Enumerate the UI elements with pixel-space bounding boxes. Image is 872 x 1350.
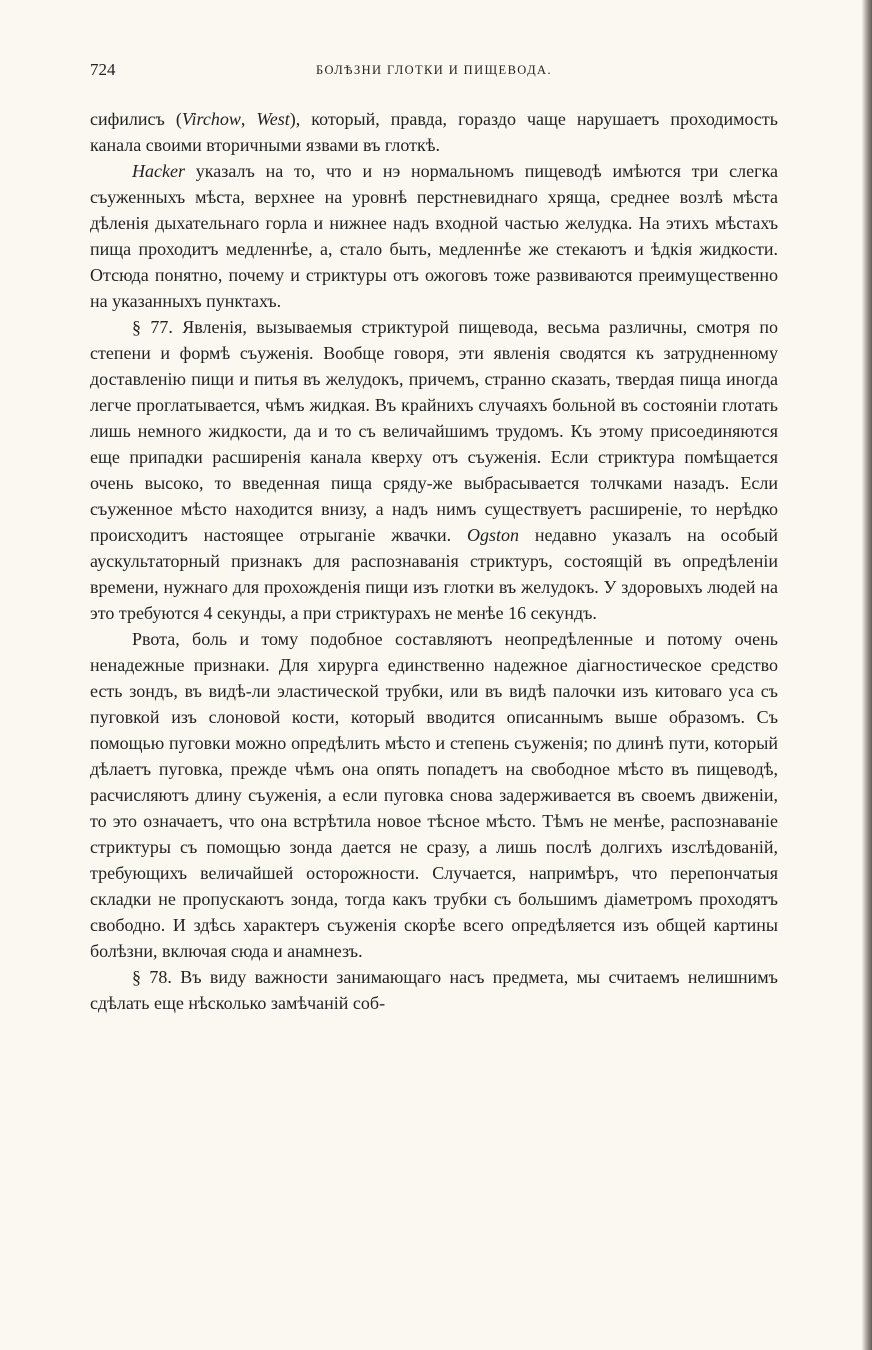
paragraph-section-78	[90, 964, 778, 1016]
text-span: недавно указалъ на особый аускультаторный признакъ для распознаванія стриктуръ, состоящій въ опредѣленіи времени, нужнаго для прохожденія пищи изъ глотки въ желудокъ. У здоровыхъ людей на это требуются 4 секунды, а при стриктурахъ не менѣе 16 секундъ.	[90, 525, 778, 623]
paragraph-diagnosis	[90, 626, 778, 964]
page-number: 724	[90, 60, 116, 79]
text-span: ), который, правда, гораздо чаще нарушаетъ проходимость канала своими вторичными язвами въ глоткѣ.	[90, 109, 778, 155]
page-header	[90, 60, 778, 86]
text-span: § 77. Явленія, вызываемыя стриктурой пищевода, весьма различны, смотря по степени и формѣ съуженія. Вообще говоря, эти явленія сводятся къ затрудненному доставленію пищи и питья въ желудокъ, причемъ, странно сказать, твердая пища иногда легче проглатывается, чѣмъ жидкая. Въ крайнихъ случаяхъ больной въ состояніи глотать лишь немного жидкости, да и то съ величайшимъ трудомъ. Къ этому присоединяются еще припадки расширенія канала кверху отъ съуженія. Если стриктура помѣщается очень высоко, то введенная пища сряду-же выбрасывается толчками назадъ. Если съуженное мѣсто находится внизу, а надъ нимъ существуетъ расширеніе, то нерѣдко происходитъ настоящее отрыганіе жвачки.	[90, 317, 778, 545]
text-span: сифилисъ (	[90, 109, 182, 129]
paragraph-section-77	[90, 314, 778, 626]
author-name-hacker: Hacker	[132, 161, 185, 181]
author-name-ogston: Ogston	[467, 525, 520, 545]
text-span: ,	[240, 109, 257, 129]
text-span: Рвота, боль и тому подобное составляютъ неопредѣленные и потому очень ненадежные признаки. Для хирурга единственно надежное діагностическое средство есть зондъ, въ видѣ-ли эластической трубки, или въ видѣ палочки изъ китоваго уса съ пуговкой изъ слоновой кости, который вводится описаннымъ выше образомъ. Съ помощью пуговки можно опредѣлить мѣсто и степень съуженія; по длинѣ пути, который дѣлаетъ пуговка, прежде чѣмъ она опять попадетъ на свободное мѣсто въ пищеводѣ, расчисляютъ длину съуженія, а если пуговка снова задерживается въ своемъ движеніи, то это означаетъ, что она встрѣтила новое тѣсное мѣсто. Тѣмъ не менѣе, распознаваніе стриктуры съ помощью зонда дается не сразу, а лишь послѣ долгихъ изслѣдованій, требующихъ величайшей осторожности. Случается, напримѣръ, что перепончатыя складки не пропускаютъ зонда, тогда какъ трубки съ большимъ діаметромъ проходятъ свободно. И здѣсь характеръ съуженія скорѣе всего опредѣляется изъ общей картины болѣзни, включая сюда и анамнезъ.	[90, 629, 778, 961]
page-edge-shadow	[862, 0, 872, 1350]
running-title: БОЛѢЗНИ ГЛОТКИ И ПИЩЕВОДА.	[316, 63, 552, 77]
paragraph-syphilis-continuation	[90, 106, 778, 158]
paragraph-hacker	[90, 158, 778, 314]
text-span: указалъ на то, что и нэ нормальномъ пищеводѣ имѣются три слегка съуженныхъ мѣста, верхнее на уровнѣ перстневиднаго хряща, среднее возлѣ мѣста дѣленія дыхательнаго горла и нижнее надъ входной частью желудка. На этихъ мѣстахъ пища проходитъ медленнѣе, а, стало быть, медленнѣе же стекаютъ и ѣдкія жидкости. Отсюда понятно, почему и стриктуры отъ ожоговъ тоже развиваются преимущественно на указанныхъ пунктахъ.	[90, 161, 778, 311]
author-name-virchow: Virchow	[181, 109, 241, 129]
page-body	[90, 106, 778, 1016]
text-span: § 78. Въ виду важности занимающаго насъ предмета, мы считаемъ нелишнимъ сдѣлать еще нѣсколько замѣчаній соб-	[90, 967, 778, 1013]
author-name-west: West	[256, 109, 290, 129]
